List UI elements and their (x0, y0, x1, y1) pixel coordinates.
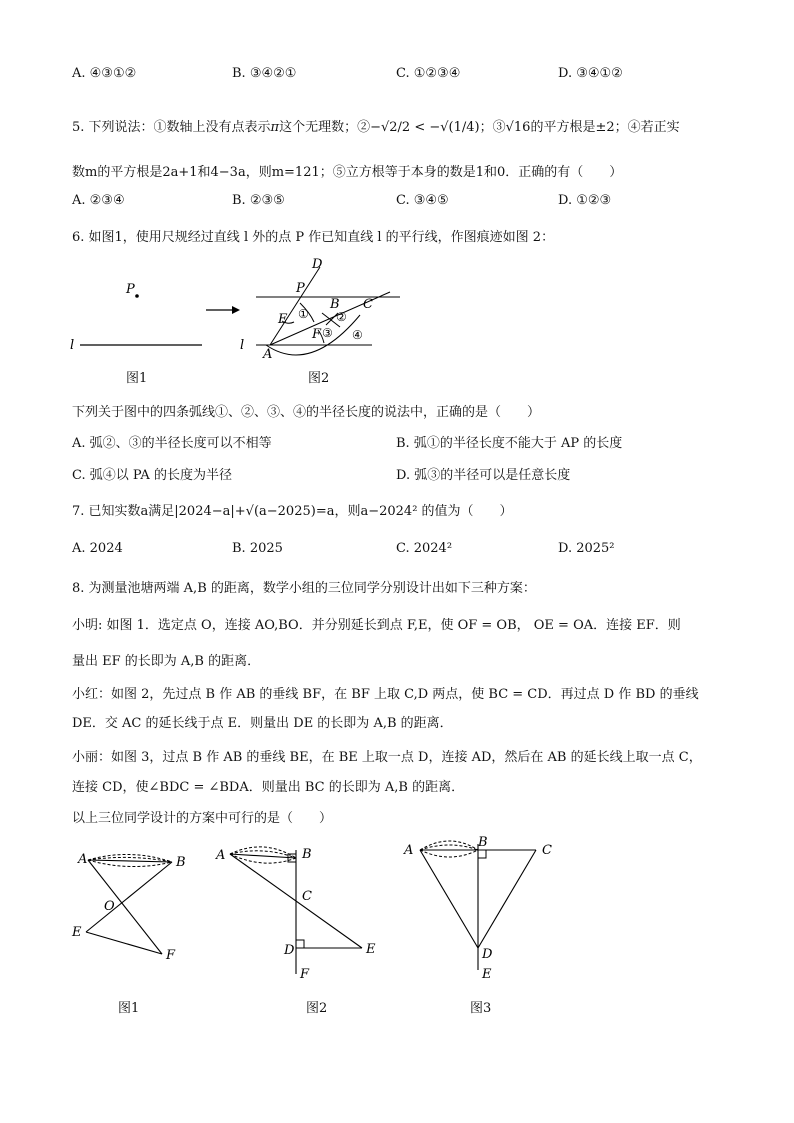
q5-option-c[interactable]: C. ③④⑤ (396, 193, 449, 208)
fig2-label-c: C (363, 297, 373, 312)
q6-fig1 (70, 282, 202, 353)
q4-option-c[interactable]: C. ①②③④ (396, 66, 461, 81)
fig2-label-b: B (330, 297, 340, 312)
q5-text-b: 这个无理数；② (279, 120, 371, 135)
q6-fig2 (240, 257, 400, 362)
q5-pi: π (270, 120, 280, 135)
q5-option-d[interactable]: D. ①②③ (558, 193, 612, 208)
q7-option-d[interactable]: D. 2025² (558, 541, 615, 556)
q8-fig3-label-b: B (478, 835, 488, 850)
q8-fig1-label-o: O (104, 899, 115, 914)
fig2-label-circle4: ④ (352, 328, 363, 342)
q8-fig2-label-f: F (300, 967, 310, 982)
q8-xiaoming-line2: 量出 EF 的长即为 A,B 的距离． (72, 654, 261, 669)
q5-stem-line1 (72, 116, 680, 135)
q6-option-c[interactable]: C. 弧④以 PA 的长度为半径 (72, 468, 232, 483)
q8-xiaoli-line1: 小丽：如图 3，过点 B 作 AB 的垂线 BE，在 BE 上取一点 D，连接 AD，然后在 AB 的延长线上取一点 C， (72, 750, 702, 765)
fig1-label-p: P (126, 282, 135, 297)
q8-stem: 8. 为测量池塘两端 A,B 的距离，数学小组的三位同学分别设计出如下三种方案： (72, 581, 536, 596)
q6-question: 下列关于图中的四条弧线①、②、③、④的半径长度的说法中，正确的是（ ） (72, 405, 541, 420)
q5-text-a: 5. 下列说法：①数轴上没有点表示 (72, 120, 271, 135)
q8-fig1-label-e: E (72, 925, 82, 940)
q7-stem: 7. 已知实数a满足|2024−a|+√(a−2025)=a，则a−2024² 的值为（ ） (72, 504, 513, 519)
q4-option-d[interactable]: D. ③④①② (558, 66, 623, 81)
q8-xiaohong-line1: 小红：如图 2，先过点 B 作 AB 的垂线 BF，在 BF 上取 C,D 两点，使 BC = CD．再过点 D 作 BD 的垂线 (72, 687, 699, 702)
q4-option-b[interactable]: B. ③④②① (232, 66, 297, 81)
q8-fig3-label-c: C (542, 843, 552, 858)
q6-fig1-caption: 图1 (126, 371, 148, 386)
q5-option-b[interactable]: B. ②③⑤ (232, 193, 285, 208)
q8-fig1-label-b: B (176, 855, 186, 870)
q8-fig3-label-d: D (482, 947, 493, 962)
fig1-label-l: l (70, 338, 75, 353)
fig2-label-f: F (312, 327, 322, 342)
fig2-label-l: l (240, 338, 245, 353)
q5-text-d: 的平方根是±2；④若正实 (530, 120, 680, 135)
q8-fig2-label-d: D (284, 943, 295, 958)
q6-stem: 6. 如图1，使用尺规经过直线 l 外的点 P 作已知直线 l 的平行线，作图痕迹如图 2： (72, 230, 555, 245)
q5-inequality: −√2/2 < −√(1/4) (370, 120, 480, 135)
q8-figures (66, 830, 566, 990)
q8-xiaoli-line2: 连接 CD，使∠BDC = ∠BDA．则量出 BC 的长即为 A,B 的距离． (72, 780, 465, 795)
q8-fig3 (403, 835, 552, 982)
q8-fig3-label-a: A (404, 843, 414, 858)
q8-fig3-caption: 图3 (470, 1001, 492, 1016)
fig2-label-e: E (278, 312, 288, 327)
q8-xiaohong-line2: DE．交 AC 的延长线于点 E．则量出 DE 的长即为 A,B 的距离． (72, 716, 453, 731)
q8-question: 以上三位同学设计的方案中可行的是（ ） (72, 811, 333, 826)
fig2-label-p: P (296, 281, 305, 296)
q6-figures (60, 255, 420, 385)
q8-fig1-label-f: F (166, 948, 176, 963)
q5-option-a[interactable]: A. ②③④ (72, 193, 125, 208)
fig2-label-circle2: ② (336, 310, 347, 324)
q5-sqrt16: √16 (505, 120, 531, 135)
q8-fig3-label-e: E (482, 967, 492, 982)
q8-fig1-label-a: A (78, 852, 88, 867)
fig2-label-circle3: ③ (322, 326, 333, 340)
q4-option-a[interactable]: A. ④③①② (72, 66, 137, 81)
fig2-label-a: A (263, 347, 273, 362)
q6-fig2-caption: 图2 (308, 371, 330, 386)
fig1-point-p (135, 294, 139, 298)
q7-option-a[interactable]: A. 2024 (72, 541, 123, 556)
q7-option-c[interactable]: C. 2024² (396, 541, 453, 556)
q6-option-b[interactable]: B. 弧①的半径长度不能大于 AP 的长度 (396, 436, 623, 451)
q8-fig2-caption: 图2 (306, 1001, 328, 1016)
q8-fig1 (71, 852, 186, 963)
arrow-icon (206, 306, 240, 314)
q8-fig2-label-a: A (216, 848, 226, 863)
q5-stem-line2: 数m的平方根是2a+1和4−3a，则m=121；⑤立方根等于本身的数是1和0．正确的有（ ） (72, 165, 623, 180)
q8-fig2 (215, 847, 376, 982)
q8-xiaoming-line1: 小明: 如图 1．选定点 O，连接 AO,BO．并分别延长到点 F,E，使 OF = OB， OE = OA．连接 EF．则 (72, 618, 681, 633)
fig2-label-circle1: ① (298, 307, 309, 321)
q8-fig2-label-b: B (302, 847, 312, 862)
fig2-label-d: D (312, 257, 323, 272)
q7-option-b[interactable]: B. 2025 (232, 541, 283, 556)
q8-fig2-label-e: E (366, 942, 376, 957)
q6-option-a[interactable]: A. 弧②、③的半径长度可以不相等 (72, 436, 272, 451)
q5-text-c: ；③ (479, 120, 506, 135)
q8-fig2-label-c: C (302, 889, 312, 904)
q6-option-d[interactable]: D. 弧③的半径可以是任意长度 (396, 468, 571, 483)
q8-fig1-caption: 图1 (118, 1001, 140, 1016)
